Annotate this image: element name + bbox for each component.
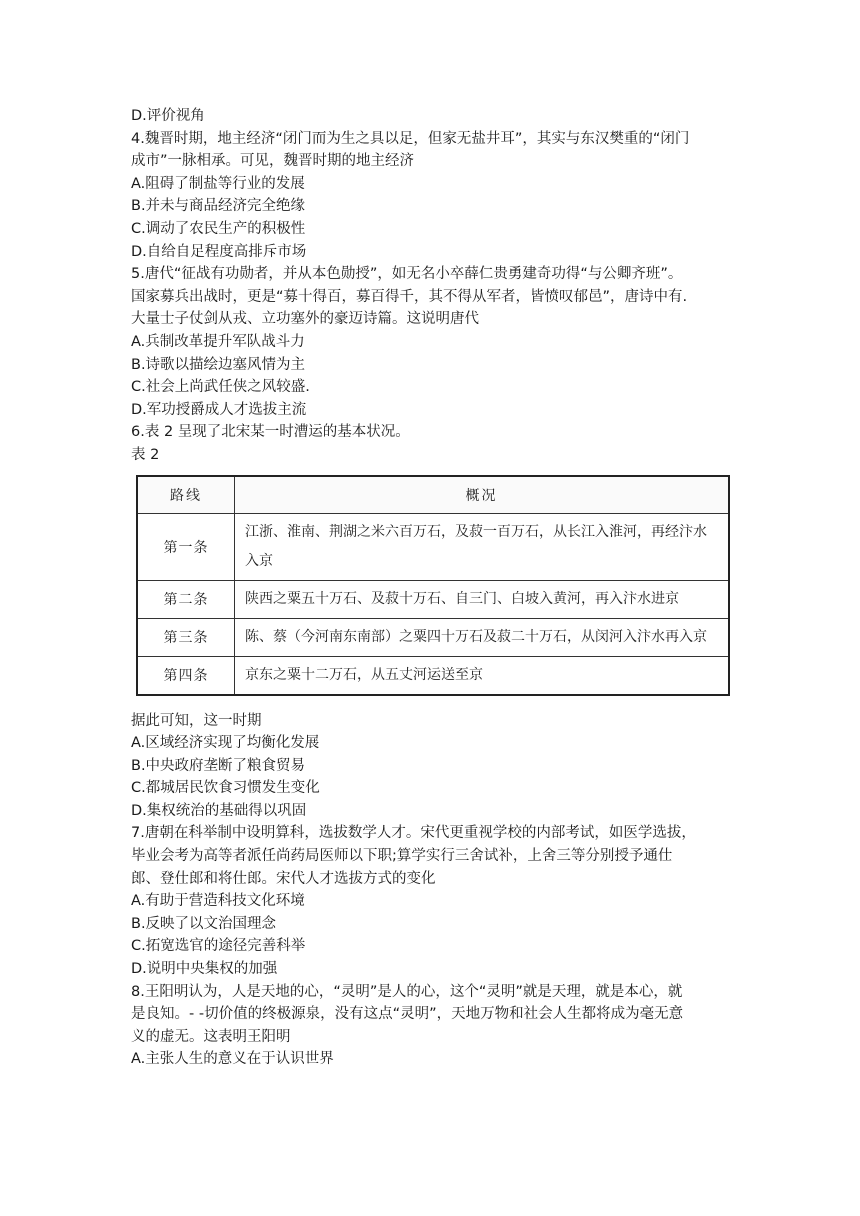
table-header-row xyxy=(137,476,729,514)
option-d-q3: D.评价视角 xyxy=(131,108,205,124)
overview-cell: 陕西之粟五十万石、及菽十万石、自三门、白坡入黄河，再入汴水进京 xyxy=(235,580,730,618)
table-row xyxy=(137,513,729,580)
table-row xyxy=(137,618,729,656)
question-5-option-d: D.军功授爵成人才选拔主流 xyxy=(131,401,307,418)
question-4-option-c: C.调动了农民生产的积极性 xyxy=(131,220,306,237)
question-7-stem-cont: 郎、登仕郎和将仕郎。宋代人才选拔方式的变化 xyxy=(131,870,436,887)
text-block-top xyxy=(131,105,731,467)
question-5-stem-cont: 国家募兵出战时，更是“募十得百，募百得千，其不得从军者，皆愤叹郁邑”，唐诗中有. xyxy=(131,288,688,305)
question-5-option-b: B.诗歌以描绘边塞风情为主 xyxy=(131,356,306,373)
text-block-bottom xyxy=(131,710,731,1072)
question-8-option-a: A.主张人生的意义在于认识世界 xyxy=(131,1051,334,1068)
route-cell: 第二条 xyxy=(137,580,235,618)
question-8-stem-cont: 义的虚无。这表明王阳明 xyxy=(131,1028,291,1045)
question-4-option-d: D.自给自足程度高排斥市场 xyxy=(131,243,307,260)
question-7-option-a: A.有助于营造科技文化环境 xyxy=(131,893,305,910)
route-cell: 第三条 xyxy=(137,618,235,656)
question-7-option-b: B.反映了以文治国理念 xyxy=(131,915,277,932)
question-5-option-c: C.社会上尚武任侠之风较盛. xyxy=(131,379,310,396)
question-7-stem-cont: 毕业会考为高等者派任尚药局医师以下职;算学实行三舍试补，上舍三等分别授予通仕 xyxy=(131,848,673,865)
question-6-option-b: B.中央政府垄断了粮食贸易 xyxy=(131,757,306,774)
question-5-option-a: A.兵制改革提升军队战斗力 xyxy=(131,333,305,350)
table-caption: 表 2 xyxy=(131,446,160,463)
question-7-stem: 7.唐朝在科举制中设明算科，选拔数学人才。宋代更重视学校的内部考试，如医学选拔， xyxy=(131,825,696,842)
canal-transport-table xyxy=(136,475,730,696)
question-6-stem: 6.表 2 呈现了北宋某一时漕运的基本状况。 xyxy=(131,424,410,441)
overview-cell: 江浙、淮南、荆湖之米六百万石，及菽一百万石，从长江入淮河，再经汴水入京 xyxy=(235,513,730,580)
question-8-stem-cont: 是良知。- -切价值的终极源泉，没有这点“灵明”，天地万物和社会人生都将成为毫无意 xyxy=(131,1006,684,1023)
question-4-stem: 4.魏晋时期，地主经济“闭门而为生之具以足，但家无盐井耳”，其实与东汉樊重的“闭门 xyxy=(131,130,690,147)
header-route: 路线 xyxy=(137,476,235,514)
header-overview: 概况 xyxy=(235,476,730,514)
overview-cell: 陈、蔡（今河南东南部）之粟四十万石及菽二十万石，从闵河入汴水再入京 xyxy=(235,618,730,656)
question-4-option-a: A.阻碍了制盐等行业的发展 xyxy=(131,175,305,192)
exam-page xyxy=(131,105,731,1071)
question-4-option-b: B.并未与商品经济完全绝缘 xyxy=(131,198,306,215)
question-7-option-d: D.说明中央集权的加强 xyxy=(131,961,278,978)
question-5-stem: 5.唐代“征战有功勋者，并从本色勋授”，如无名小卒薛仁贵勇建奇功得“与公卿齐班”。 xyxy=(131,266,683,283)
question-6-option-d: D.集权统治的基础得以巩固 xyxy=(131,802,307,819)
table-row xyxy=(137,656,729,695)
overview-cell: 京东之粟十二万石，从五丈河运送至京 xyxy=(235,656,730,695)
question-8-stem: 8.王阳明认为，人是天地的心，“灵明”是人的心，这个“灵明”就是天理，就是本心，就 xyxy=(131,983,683,1000)
route-cell: 第一条 xyxy=(137,513,235,580)
route-cell: 第四条 xyxy=(137,656,235,695)
question-4-stem-cont: 成市”一脉相承。可见，魏晋时期的地主经济 xyxy=(131,153,415,170)
question-6-prompt: 据此可知，这一时期 xyxy=(131,712,262,729)
question-5-stem-cont: 大量士子仗剑从戎、立功塞外的豪迈诗篇。这说明唐代 xyxy=(131,311,479,328)
question-7-option-c: C.拓宽选官的途径完善科举 xyxy=(131,938,306,955)
question-6-option-a: A.区域经济实现了均衡化发展 xyxy=(131,735,320,752)
table-row xyxy=(137,580,729,618)
question-6-option-c: C.都城居民饮食习惯发生变化 xyxy=(131,780,320,797)
canal-table-wrapper xyxy=(136,475,730,696)
